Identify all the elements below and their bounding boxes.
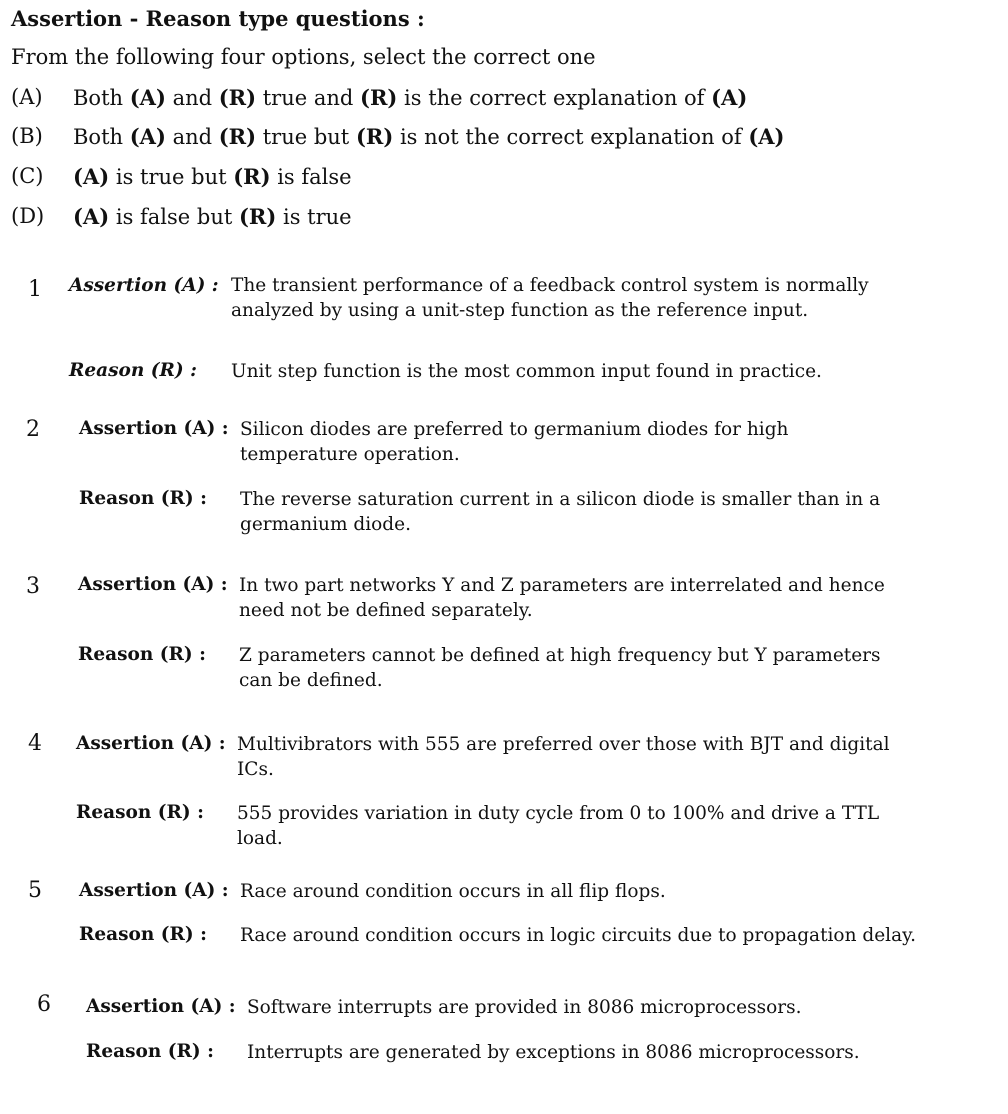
question-number: 1 xyxy=(28,277,42,302)
reason-text: Z parameters cannot be defined at high frequency but Y parameters can be defined. xyxy=(239,645,881,691)
assertion-text: Multivibrators with 555 are preferred over those with BJT and digital ICs. xyxy=(237,734,890,780)
option-text-c: (A) is true but (R) is false xyxy=(73,164,352,189)
option-text-d: (A) is false but (R) is true xyxy=(73,204,352,229)
reason-label: Reason (R) : xyxy=(69,360,197,381)
reason-text: Race around condition occurs in logic circuits due to propagation delay. xyxy=(240,925,916,946)
question-number: 4 xyxy=(28,731,42,756)
option-letter-a: (A) xyxy=(11,85,43,109)
option-letter-b: (B) xyxy=(11,124,43,148)
question-number: 2 xyxy=(26,417,40,442)
reason-text: Unit step function is the most common input found in practice. xyxy=(231,361,822,382)
assertion-label: Assertion (A) : xyxy=(79,418,229,439)
reason-label: Reason (R) : xyxy=(78,644,206,665)
option-letter-d: (D) xyxy=(11,204,45,228)
reason-text: Interrupts are generated by exceptions in 8086 microprocessors. xyxy=(247,1042,860,1063)
question-number: 5 xyxy=(28,878,42,903)
option-text-b: Both (A) and (R) true but (R) is not the correct explanation of (A) xyxy=(73,124,785,149)
option-text-a: Both (A) and (R) true and (R) is the correct explanation of (A) xyxy=(73,85,748,110)
question-number: 6 xyxy=(37,992,51,1017)
assertion-label: Assertion (A) : xyxy=(76,733,226,754)
assertion-label: Assertion (A) : xyxy=(69,275,219,296)
reason-text: 555 provides variation in duty cycle from 0 to 100% and drive a TTL load. xyxy=(237,803,880,849)
reason-label: Reason (R) : xyxy=(86,1041,214,1062)
assertion-label: Assertion (A) : xyxy=(86,996,236,1017)
assertion-text: In two part networks Y and Z parameters are interrelated and hence need not be defined separately. xyxy=(239,575,885,621)
reason-label: Reason (R) : xyxy=(79,488,207,509)
instruction-text: From the following four options, select the correct one xyxy=(11,45,596,69)
assertion-text: Race around condition occurs in all flip flops. xyxy=(240,881,666,902)
assertion-text: Software interrupts are provided in 8086 microprocessors. xyxy=(247,997,802,1018)
reason-label: Reason (R) : xyxy=(76,802,204,823)
reason-text: The reverse saturation current in a silicon diode is smaller than in a germanium diode. xyxy=(240,489,881,535)
reason-label: Reason (R) : xyxy=(79,924,207,945)
section-title: Assertion - Reason type questions : xyxy=(11,6,425,31)
question-number: 3 xyxy=(26,574,40,599)
assertion-label: Assertion (A) : xyxy=(78,574,228,595)
assertion-label: Assertion (A) : xyxy=(79,880,229,901)
assertion-text: The transient performance of a feedback control system is normally analyzed by using a unit-step function as the reference input. xyxy=(231,275,869,321)
option-letter-c: (C) xyxy=(11,164,44,188)
assertion-text: Silicon diodes are preferred to germanium diodes for high temperature operation. xyxy=(240,419,789,465)
